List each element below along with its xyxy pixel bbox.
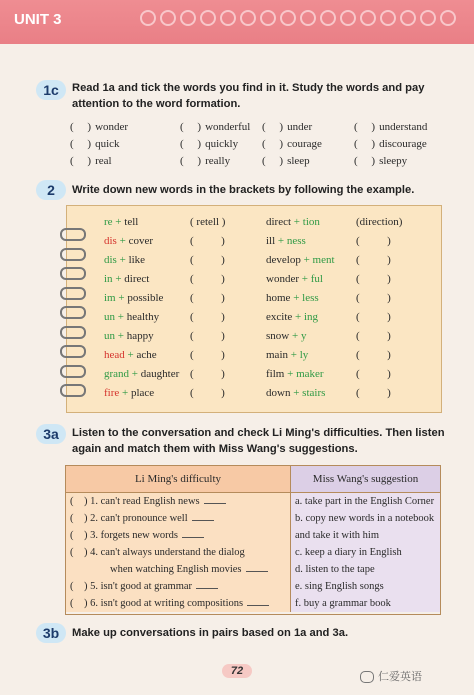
suffix-word: down + stairs: [266, 387, 326, 399]
answer-bracket[interactable]: ( retell ): [190, 216, 226, 228]
answer-bracket[interactable]: ( ): [356, 368, 391, 380]
prefix-word: re + tell: [104, 216, 139, 228]
tick-item[interactable]: [262, 155, 310, 167]
column-header-suggestion: Miss Wang's suggestion: [291, 466, 441, 493]
answer-bracket[interactable]: ( ): [190, 387, 225, 399]
suggestion-cell: a. take part in the English Corner: [291, 493, 441, 511]
suffix-word: main + ly: [266, 349, 309, 361]
table-row: [66, 527, 440, 544]
match-blank[interactable]: [192, 520, 214, 521]
tick-bracket[interactable]: ( ): [354, 155, 376, 167]
tick-word: wonder: [95, 121, 129, 133]
tick-word: sleepy: [379, 155, 408, 167]
suggestion-cell: c. keep a diary in English: [291, 544, 441, 561]
match-blank[interactable]: [182, 537, 204, 538]
prefix-word: head + ache: [104, 349, 157, 361]
difficulty-cell[interactable]: ( ) 5. isn't good at grammar: [66, 578, 291, 595]
tick-bracket[interactable]: ( ): [70, 155, 92, 167]
section-1c-badge: 1c: [36, 80, 66, 100]
tick-word: wonderful: [205, 121, 251, 133]
tick-item[interactable]: [262, 121, 312, 133]
ring-binder: [60, 248, 86, 261]
tick-word: quick: [95, 138, 120, 150]
match-blank[interactable]: [196, 588, 218, 589]
page-number: 72: [222, 664, 252, 678]
tick-item[interactable]: [70, 121, 128, 133]
answer-bracket[interactable]: ( ): [356, 349, 391, 361]
tick-item[interactable]: [180, 121, 250, 133]
ring-binder: [60, 384, 86, 397]
difficulty-cell[interactable]: ( ) 1. can't read English news: [66, 493, 291, 511]
table-row: [66, 493, 440, 511]
suffix-word: snow + y: [266, 330, 307, 342]
answer-bracket[interactable]: ( ): [190, 292, 225, 304]
answer-bracket[interactable]: ( ): [190, 368, 225, 380]
prefix-word: in + direct: [104, 273, 150, 285]
tick-bracket[interactable]: ( ): [262, 121, 284, 133]
section-3b-badge: 3b: [36, 623, 66, 643]
answer-bracket[interactable]: ( ): [190, 235, 225, 247]
section-3a-badge: 3a: [36, 424, 66, 444]
answer-bracket[interactable]: ( ): [190, 273, 225, 285]
suggestion-cell: and take it with him: [291, 527, 441, 544]
tick-word: discourage: [379, 138, 427, 150]
ring-binder: [60, 326, 86, 339]
match-blank[interactable]: [204, 503, 226, 504]
prefix-word: fire + place: [104, 387, 155, 399]
answer-bracket[interactable]: (direction): [356, 216, 403, 228]
ring-binder: [60, 228, 86, 241]
tick-word: under: [287, 121, 313, 133]
answer-bracket[interactable]: ( ): [356, 387, 391, 399]
tick-item[interactable]: [354, 138, 427, 150]
prefix-word: dis + like: [104, 254, 146, 266]
answer-bracket[interactable]: ( ): [190, 254, 225, 266]
tick-item[interactable]: [180, 155, 230, 167]
table-row: [66, 578, 440, 595]
tick-item[interactable]: [70, 155, 112, 167]
watermark: 仁爱英语: [360, 668, 422, 684]
prefix-word: im + possible: [104, 292, 164, 304]
suggestion-cell: d. listen to the tape: [291, 561, 441, 578]
difficulty-cell[interactable]: when watching English movies: [66, 561, 291, 578]
tick-bracket[interactable]: ( ): [70, 121, 92, 133]
difficulty-suggestion-table: [66, 466, 440, 612]
answer-bracket[interactable]: ( ): [356, 235, 391, 247]
section-2-instruction: Write down new words in the brackets by following the example.: [72, 184, 415, 196]
suffix-word: direct + tion: [266, 216, 320, 228]
table-row: [66, 561, 440, 578]
difficulty-cell[interactable]: ( ) 2. can't pronounce well: [66, 510, 291, 527]
answer-bracket[interactable]: ( ): [356, 292, 391, 304]
difficulty-cell[interactable]: ( ) 3. forgets new words: [66, 527, 291, 544]
tick-item[interactable]: [180, 138, 238, 150]
answer-bracket[interactable]: ( ): [190, 349, 225, 361]
ring-binder: [60, 287, 86, 300]
tick-word: real: [95, 155, 112, 167]
tick-bracket[interactable]: ( ): [180, 121, 202, 133]
ring-binder: [60, 306, 86, 319]
suffix-word: wonder + ful: [266, 273, 323, 285]
section-3b-instruction: Make up conversations in pairs based on 1a and 3a.: [72, 627, 349, 639]
table-row: [66, 595, 440, 612]
prefix-word: grand + daughter: [104, 368, 180, 380]
suggestion-cell: b. copy new words in a notebook: [291, 510, 441, 527]
tick-item[interactable]: [354, 121, 427, 133]
table-row: [66, 544, 440, 561]
answer-bracket[interactable]: ( ): [356, 273, 391, 285]
tick-bracket[interactable]: ( ): [354, 121, 376, 133]
tick-bracket[interactable]: ( ): [262, 138, 284, 150]
prefix-word: un + healthy: [104, 311, 160, 323]
answer-bracket[interactable]: ( ): [356, 254, 391, 266]
prefix-word: un + happy: [104, 330, 154, 342]
difficulty-cell[interactable]: ( ) 6. isn't good at writing compositions: [66, 595, 291, 612]
wechat-icon: [360, 671, 374, 683]
tick-word: sleep: [287, 155, 310, 167]
match-blank[interactable]: [247, 605, 269, 606]
section-1c-instruction: Read 1a and tick the words you find in it. Study the words and pay attention to the word formation.: [72, 82, 425, 110]
tick-bracket[interactable]: ( ): [354, 138, 376, 150]
answer-bracket[interactable]: ( ): [356, 330, 391, 342]
table-row: [66, 510, 440, 527]
tick-item[interactable]: [262, 138, 322, 150]
tick-word: courage: [287, 138, 322, 150]
unit-title: UNIT 3: [14, 11, 62, 28]
header-decoration: [140, 10, 456, 26]
difficulty-cell[interactable]: ( ) 4. can't always understand the dialog: [66, 544, 291, 561]
prefix-word: dis + cover: [104, 235, 153, 247]
answer-bracket[interactable]: ( ): [190, 311, 225, 323]
suffix-word: film + maker: [266, 368, 324, 380]
section-3a-instruction: Listen to the conversation and check Li Ming's difficulties. Then listen again and match them with Miss Wang's suggestions.: [72, 427, 445, 455]
column-header-difficulty: Li Ming's difficulty: [66, 466, 291, 493]
unit-header-bar: [0, 0, 474, 44]
tick-word: quickly: [205, 138, 239, 150]
tick-word: understand: [379, 121, 428, 133]
ring-binder: [60, 365, 86, 378]
suffix-word: ill + ness: [266, 235, 306, 247]
match-blank[interactable]: [246, 571, 268, 572]
suffix-word: home + less: [266, 292, 319, 304]
suffix-word: develop + ment: [266, 254, 335, 266]
tick-item[interactable]: [70, 138, 120, 150]
suggestion-cell: f. buy a grammar book: [291, 595, 441, 612]
answer-bracket[interactable]: ( ): [190, 330, 225, 342]
ring-binder: [60, 345, 86, 358]
tick-bracket[interactable]: ( ): [262, 155, 284, 167]
suffix-word: excite + ing: [266, 311, 319, 323]
answer-bracket[interactable]: ( ): [356, 311, 391, 323]
section-2-badge: 2: [36, 180, 66, 200]
tick-bracket[interactable]: ( ): [180, 138, 202, 150]
tick-word: really: [205, 155, 231, 167]
tick-item[interactable]: [354, 155, 407, 167]
ring-binder: [60, 267, 86, 280]
tick-bracket[interactable]: ( ): [180, 155, 202, 167]
suggestion-cell: e. sing English songs: [291, 578, 441, 595]
tick-bracket[interactable]: ( ): [70, 138, 92, 150]
